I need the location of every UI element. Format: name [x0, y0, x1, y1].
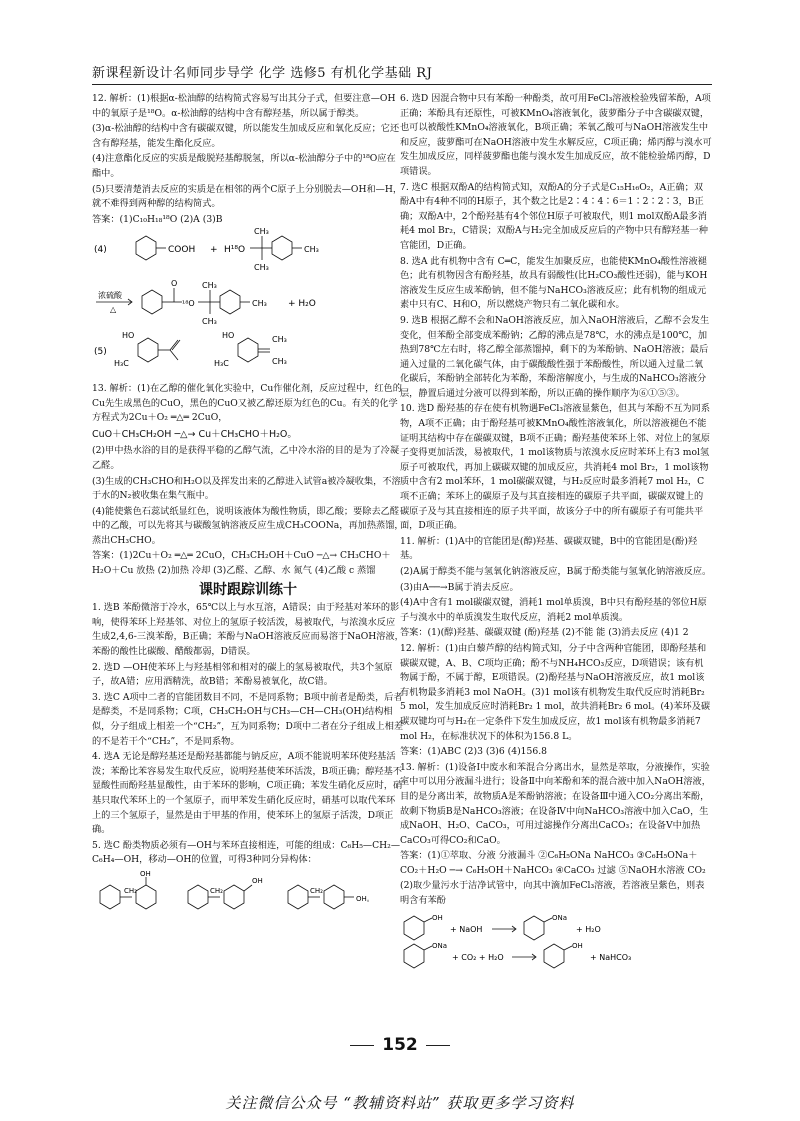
ch3-top: CH₃	[254, 228, 269, 237]
phenol-ring-1	[404, 916, 424, 940]
training-q3: 3. 选C A项中二者的官能团数目不同，不是同系物；B项中前者是酚类，后者是醇类，不是同系物；C项，CH₃CH₂OH与CH₃—CH—CH₃(OH)结构相似，分子组成上相差一个“CH₂”，互为同系物；D项中二者在分子组成上相差的不是若干个“CH₂”，不是同系物。	[92, 691, 404, 747]
section-title: 课时跟踪训练十	[199, 581, 297, 598]
ho-label-1: HO	[122, 331, 135, 341]
h18o-label: H¹⁸O	[224, 245, 246, 256]
q11-answer: 答案：(1)(醇)羟基、碳碳双键 (酚)羟基 (2)不能 能 (3)消去反应 (4)1 2	[400, 627, 689, 639]
isomer-3-oh: OH。	[356, 894, 374, 903]
left-column	[92, 92, 404, 939]
q12-line-2: (3)α-松油醇的结构中含有碳碳双键，所以能发生加成反应和氧化反应；它还含有醇羟基，能发生酯化反应。	[92, 123, 400, 149]
cyclohexene-ring-2	[220, 290, 240, 314]
ch3-right: CH₃	[304, 245, 319, 255]
q13-line-5: (4)能使紫色石蕊试纸显红色，说明该液体为酸性物质，即乙酸；要除去乙醛中的乙酸，可以先将其与碳酸氢钠溶液反应生成CH₃COONa，再加热蒸馏，蒸出CH₃CHO。	[92, 505, 404, 546]
isomer-2-ring-a	[188, 885, 208, 909]
isomer-structures	[92, 869, 404, 933]
cooh-label: COOH	[168, 245, 196, 256]
footer-promo: 关注微信公众号 “教辅资料站” 获取更多学习资料	[225, 1094, 575, 1112]
training-q1: 1. 选B 苯酚微溶于冷水，65℃以上与水互溶，A错误；由于羟基对苯环的影响，使得苯环上羟基邻、对位上的氢原子较活泼，易被取代，与浓溴水反应生成2,4,6-三溴苯酚，B正确；苯酚与NaOH溶液反应而易溶于NaOH溶液，苯酚的酸性比碳酸、醋酸都弱，D错误。	[92, 602, 404, 658]
q13-line-1: 13. 解析：(1)在乙醇的催化氧化实验中，Cu作催化剂，反应过程中，红色的Cu先生成黑色的CuO，黑色的CuO又被乙醇还原为红色的Cu。有关的化学方程式为2Cu＋O₂ ═△═ 2CuO，	[92, 382, 402, 424]
isomer-2-ch2: CH₂	[210, 886, 223, 895]
training-q10: 10. 选D 酚羟基的存在使有机物遇FeCl₃溶液显紫色，但其与苯酚不互为同系物，A项不正确；由于酚羟基可被KMnO₄酸性溶液氧化，所以溶液褪色不能证明其结构中存在碳碳双键，B项不正确；酚羟基使苯环上邻、对位上的氢原子变得更加活泼，易被取代，1 mol该物质与浓溴水反应时苯环上有3 mol氢原子可被取代，再加上碳碳双键的加成反应，共消耗4 mol Br₂，1 mol该物质中含有2 mol苯环，1 mol碳碳双键，与H₂反应时最多消耗7 mol H₂，C项不正确；苯环上的碳原子及与其直接相连的碳原子共平面，碳碳双键上的碳原子及与其直接相连的原子共平面，故该分子中的所有碳原子有可能共平面，D项正确。	[400, 403, 711, 532]
training-q4: 4. 选A 无论是醇羟基还是酚羟基都能与钠反应，A项不能说明苯环使羟基活泼；苯酚比苯容易发生取代反应，说明羟基使苯环活泼，B项正确；醇羟基不显酸性而酚羟基显酸性，由于苯环的影响，C项正确；苯发生硝化反应时，硝基只取代苯环上的一个氢原子，而甲苯发生硝化反应时，硝基可以取代苯环上的三个氢原子，显然是由于甲基的作用，使苯环上的氢原子活泼，D项正确。	[92, 751, 403, 836]
training-q6: 6. 选D 因混合物中只有苯酚一种酚类，故可用FeCl₃溶液检验残留苯酚，A项正确；苯酚具有还原性，可被KMnO₄溶液氧化，菠萝酯分子中含碳碳双键，也可以被酸性KMnO₄溶液氧化，B项正确；苯氧乙酸可与NaOH溶液发生中和反应，菠萝酯可在NaOH溶液中发生水解反应，C项正确；烯丙醇与溴水可发生加成反应，同样菠萝酯也能与溴水发生加成反应，故不能检验烯丙醇，D项错误。	[400, 93, 712, 177]
phenol-ring-2	[544, 944, 564, 968]
q11-line-4: (4)A中含有1 mol碳碳双键，消耗1 mol单质溴，B中只有酚羟基的邻位H原子与溴水中的单质溴发生取代反应，消耗2 mol单质溴。	[400, 597, 707, 623]
phenoxide-ring-2	[404, 944, 424, 968]
q12-label-4: (4)	[94, 245, 107, 256]
benzene-ring-2	[142, 290, 162, 314]
q13-line-4: (3)生成的CH₃CHO和H₂O以及挥发出来的乙醇进入试管a被冷凝收集，不溶于水的N₂被收集在集气瓶中。	[92, 475, 401, 502]
isomer-3-ring-b	[324, 885, 344, 909]
nahco3-product: + NaHCO₃	[590, 952, 632, 962]
q12r-analysis: 12. 解析：(1)由白藜芦醇的结构简式知，分子中含两种官能团，即酚羟基和碳碳双键，A、B、C项均正确；酚不与NH₄HCO₃反应，D项错误；该有机物属于酚，不属于醇，E项错误。(2)酚羟基与NaOH溶液反应，故1 mol该有机物最多消耗3 mol NaOH。(3)1 mol该有机物发生取代反应时消耗Br₂ 5 mol，发生加成反应时消耗Br₂ 1 mol，故共消耗Br₂ 6 mol。(4)苯环及碳碳双键均可与H₂在一定条件下发生加成反应，故1 mol该有机物最多消耗7 mol H₂，在标准状况下的体积为156.8 L。	[400, 642, 711, 742]
page-number-text: 152	[382, 1035, 418, 1055]
q13-answer: 答案：(1)2Cu＋O₂ ═△═ 2CuO，CH₃CH₂OH＋CuO ─△→ CH₃CHO＋H₂O＋Cu 放热 (2)加热 冷却 (3)乙醛、乙醇、水 氮气 (4)乙酸 c 蒸馏	[92, 550, 391, 577]
ch3-alc-top: CH₃	[272, 335, 287, 345]
reaction-heat: △	[110, 305, 117, 315]
ch3-ester-bottom: CH₃	[202, 317, 217, 327]
ch3-ester-top: CH₃	[202, 281, 217, 291]
ch3-ester-right: CH₃	[252, 299, 267, 309]
ch3-bottom: CH₃	[254, 263, 269, 273]
q11-line-1: 11. 解析：(1)A中的官能团是(醇)羟基、碳碳双键，B中的官能团是(酚)羟基。	[400, 535, 698, 562]
ch3-alc-bottom: CH₃	[272, 357, 287, 367]
q12r-answer: 答案：(1)ABC (2)3 (3)6 (4)156.8	[400, 746, 547, 758]
isomer-2-oh: OH	[252, 876, 263, 885]
header-rule	[92, 84, 712, 85]
co2-reagent: + CO₂ + H₂O	[452, 952, 504, 962]
cyclohexane-ring-1	[138, 338, 158, 362]
benzene-ring-1	[136, 236, 156, 260]
training-q5: 5. 选C 酚类物质必须有—OH与苯环直接相连，可能的组成：C₆H₅—CH₂—C₆H₄—OH，移动—OH的位置，可得3种同分异构体：	[92, 839, 401, 866]
phenol-oh-1: OH	[432, 913, 443, 922]
cyclohexane-ring-2	[238, 338, 258, 362]
h3c-label-2: H₃C	[214, 359, 229, 369]
q12-line-3: (4)注意酯化反应的实质是酸脱羟基醇脱氢，所以α-松油醇分子中的¹⁸O应在酯中。	[92, 153, 396, 179]
training-q7: 7. 选C 根据双酚A的结构简式知，双酚A的分子式是C₁₅H₁₆O₂，A正确；双酚A中有4种不同的H原子，其个数之比是2∶4∶4∶6＝1∶2∶2∶3，B正确；双酚A中，2个酚羟基有4个邻位H原子可被取代，则1 mol双酚A最多消耗4 mol Br₂，C错误；双酚A与H₂完全加成反应后的产物中只有醇羟基一种官能团，D正确。	[400, 181, 708, 251]
q12-line-1: 12. 解析：(1)根据α-松油醇的结构简式容易写出其分子式，但要注意—OH中的氧原子是¹⁸O。α-松油醇的结构中含有醇羟基，所以属于醇类。	[92, 93, 396, 119]
isomer-1-ring-a	[100, 885, 120, 909]
isomer-1-oh: OH	[140, 869, 151, 878]
ona-label-2: ONa	[432, 941, 448, 950]
q13r-part2: (2)取少量污水于洁净试管中，向其中滴加FeCl₃溶液，若溶液呈紫色，则表明含有苯酚	[400, 880, 705, 907]
q11-line-2: (2)A属于醇类不能与氢氧化钠溶液反应，B属于酚类能与氢氧化钠溶液反应。	[400, 566, 712, 577]
water-label: + H₂O	[576, 924, 601, 934]
isomer-2-ring-b	[224, 885, 244, 909]
isomer-1-ch2: CH₂	[124, 886, 137, 895]
phenoxide-ring-1	[524, 916, 544, 940]
training-q8: 8. 选A 此有机物中含有 C═C，能发生加聚反应，也能使KMnO₄酸性溶液褪色；此有机物因含有酚羟基，故具有弱酸性(比H₂CO₃酸性还弱)，能与KOH溶液发生反应生成苯酚钠，但不能与NaHCO₃溶液反应；此有机物的组成元素中只有C、H和O，所以燃烧产物只有二氧化碳和水。	[400, 255, 708, 311]
phenol-reactions	[400, 910, 712, 970]
q13-line-2: CuO＋CH₃CH₂OH ─△→ Cu＋CH₃CHO＋H₂O。	[92, 428, 297, 440]
ho-label-2: HO	[222, 331, 235, 341]
page-header: 新课程新设计名师同步导学 化学 选修5 有机化学基础 RJ	[92, 66, 433, 81]
q12-line-4: (5)只要清楚消去反应的实质是在相邻的两个C原子上分别脱去—OH和—H，就不难得到两种醇的结构简式。	[92, 183, 403, 210]
isomer-1-ring-b	[136, 885, 156, 909]
ona-label-1: ONa	[552, 913, 568, 922]
water-product: + H₂O	[288, 299, 316, 310]
q13r-analysis: 13. 解析：(1)设备Ⅰ中废水和苯混合分离出水，显然是萃取，分液操作，实验室中可以用分液漏斗进行；设备Ⅱ中向苯酚和苯的混合液中加入NaOH溶液，目的是分离出苯，故物质A是苯酚钠溶液；在设备Ⅲ中通入CO₂分离出苯酚，故剩下物质B是NaHCO₃溶液；在设备Ⅳ中向NaHCO₃溶液中加入CaO，生成NaOH、H₂O、CaCO₃，可用过滤操作分离出CaCO₃；在设备Ⅴ中加热CaCO₃可得CO₂和CaO。	[400, 761, 711, 846]
reaction-condition: 浓硫酸	[98, 291, 122, 301]
training-q2: 2. 选D —OH使苯环上与羟基相邻和相对的碳上的氢易被取代，共3个氢原子，故A错；应用酒精洗，故B错；苯酚易被氧化，故C错。	[92, 661, 393, 688]
plus-sign: +	[210, 245, 218, 256]
h3c-label-1: H₃C	[114, 359, 129, 369]
phenol-oh-2: OH	[572, 941, 583, 950]
o18-label: ¹⁸O	[182, 299, 195, 309]
isomer-3-ch2: CH₂	[310, 886, 323, 895]
q11-line-3: (3)由A──→B属于消去反应。	[400, 581, 519, 593]
q12-ester-structures	[92, 228, 404, 376]
cyclohexene-ring-1	[272, 236, 292, 260]
right-column	[400, 92, 712, 975]
page-number	[0, 1035, 800, 1055]
isomer-3-ring-a	[288, 885, 308, 909]
carbonyl-o: O	[171, 279, 178, 289]
q13-line-3: (2)甲中热水浴的目的是获得平稳的乙醇气流，乙中冷水浴的目的是为了冷凝乙醛。	[92, 445, 400, 471]
naoh-reagent: + NaOH	[450, 924, 483, 934]
training-q9: 9. 选B 根据乙醇不会和NaOH溶液反应，加入NaOH溶液后，乙醇不会发生变化，但苯酚全部变成苯酚钠；乙醇的沸点是78℃，水的沸点是100℃，加热到78℃左右时，将乙醇全部蒸馏掉，剩下的为苯酚钠、NaOH溶液；最后通入过量的二氧化碳气体，由于碳酸酸性强于苯酚酸性，所以通入过量二氧化碳后，苯酚钠全部转化为苯酚，苯酚溶解度小，与生成的NaHCO₃溶液分层，静置后通过分液可以得到苯酚，所以正确的操作顺序为⑥①⑤③。	[400, 314, 710, 399]
q12-answer: 答案：(1)C₁₀H₁₈¹⁸O (2)A (3)B	[92, 213, 223, 225]
q12-label-5: (5)	[94, 347, 107, 358]
q13r-answer: 答案：(1)①萃取、分液 分液漏斗 ②C₆H₅ONa NaHCO₃ ③C₆H₅ONa＋CO₂＋H₂O ─→ C₆H₅OH＋NaHCO₃ ④CaCO₃ 过滤 ⑤NaOH水溶液 CO₂	[400, 850, 706, 876]
